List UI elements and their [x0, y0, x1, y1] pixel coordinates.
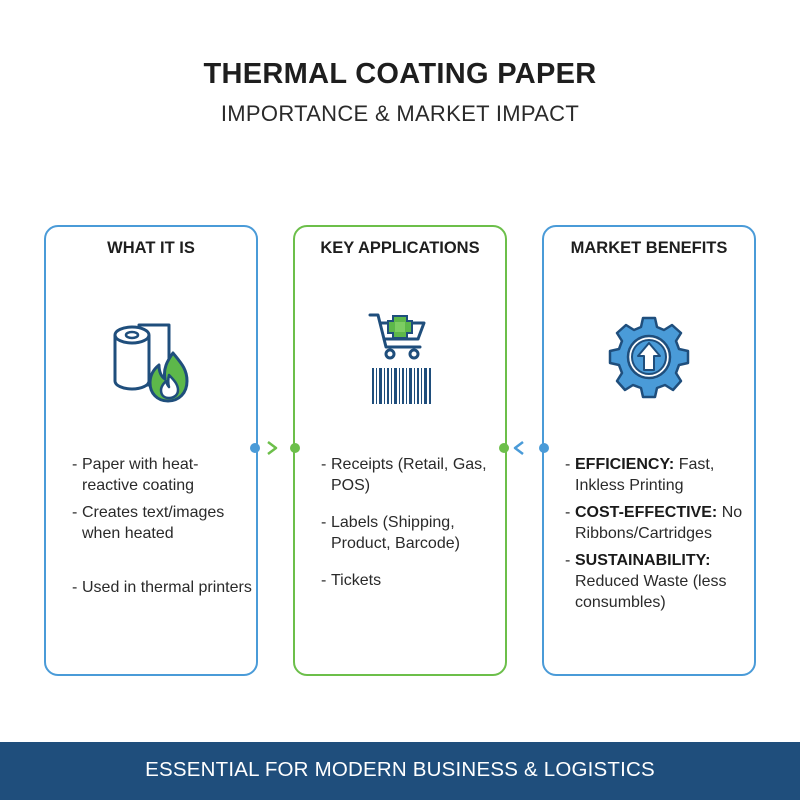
list-item — [565, 454, 755, 496]
bullet-label: COST-EFFECTIVE: — [575, 504, 718, 521]
bullet-value: Reduced Waste (less consumbles) — [575, 573, 727, 611]
list-item — [565, 550, 755, 613]
bullet-text — [575, 502, 755, 544]
bullet-dash: - — [565, 456, 571, 473]
bullet-text: Paper with heat-reactive coating — [82, 456, 199, 494]
bullet-text: Creates text/images when heated — [82, 504, 225, 542]
page-subtitle: IMPORTANCE & MARKET IMPACT — [220, 101, 580, 126]
panel-market-benefits — [542, 225, 756, 676]
paper-roll-flame-icon — [46, 313, 256, 413]
bullet-dash: - — [72, 456, 78, 473]
bullet-text: Labels (Shipping, Product, Barcode) — [331, 514, 460, 552]
footer-text: ESSENTIAL FOR MODERN BUSINESS & LOGISTICS — [145, 758, 655, 781]
bullet-dash: - — [565, 504, 571, 521]
panel-title: MARKET BENEFITS — [570, 239, 728, 257]
list-item — [321, 570, 501, 591]
bullet-text: Receipts (Retail, Gas, POS) — [331, 456, 487, 494]
bullet-label: EFFICIENCY: — [575, 456, 675, 473]
list-item — [72, 577, 252, 598]
list-item — [72, 454, 252, 496]
bullet-dash: - — [321, 456, 327, 473]
bullet-text — [575, 454, 755, 496]
gear-up-arrow-icon — [544, 313, 754, 413]
connector-1-2 — [248, 440, 302, 456]
panel-title: WHAT IT IS — [107, 239, 195, 257]
bullet-dash: - — [72, 504, 78, 521]
page-title: THERMAL COATING PAPER — [203, 58, 597, 90]
bullet-dash: - — [321, 514, 327, 531]
bullet-text: Tickets — [331, 572, 382, 589]
connector-2-3 — [497, 440, 551, 456]
list-item — [565, 502, 755, 544]
bullet-text: Used in thermal printers — [82, 579, 252, 596]
list-item — [321, 512, 501, 554]
panel-what-it-is — [44, 225, 258, 676]
bullet-label: SUSTAINABILITY: — [575, 552, 711, 569]
bullet-list — [321, 454, 501, 599]
list-item — [321, 454, 501, 496]
bullet-value: No Ribbons/Cartridges — [575, 504, 743, 542]
bullet-list — [565, 454, 755, 619]
bullet-text — [575, 550, 755, 613]
bullet-dash: - — [565, 552, 571, 569]
footer-banner — [0, 742, 800, 800]
panel-title: KEY APPLICATIONS — [320, 239, 480, 257]
shopping-cart-barcode-icon — [295, 313, 505, 413]
bullet-value: Fast, Inkless Printing — [575, 456, 715, 494]
bullet-list — [72, 454, 252, 606]
list-item — [72, 502, 252, 544]
bullet-dash: - — [321, 572, 327, 589]
bullet-dash: - — [72, 579, 78, 596]
panel-key-applications — [293, 225, 507, 676]
